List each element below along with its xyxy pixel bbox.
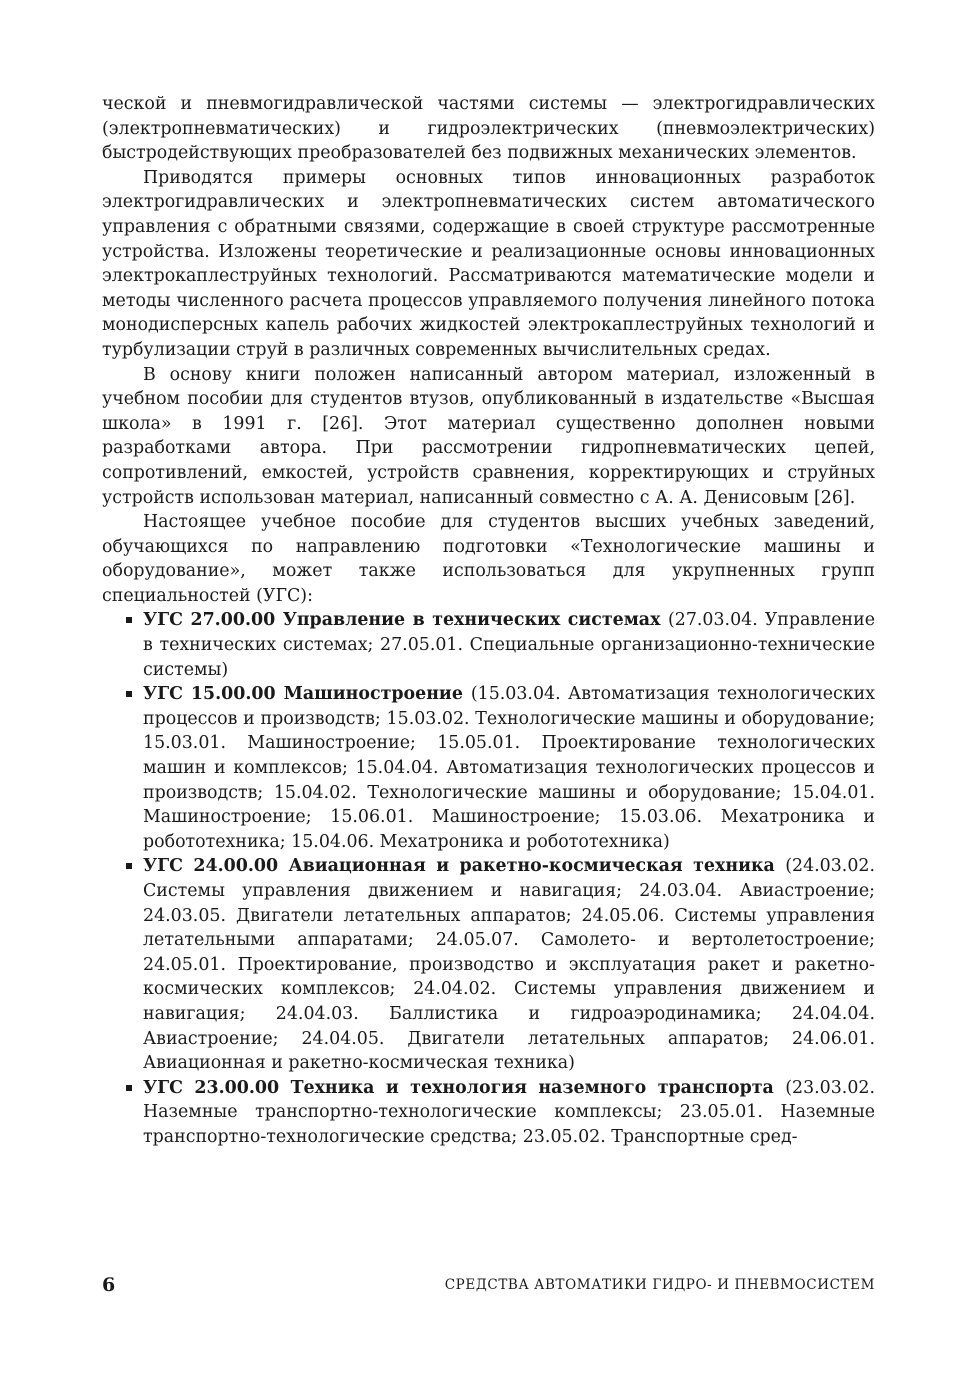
ugc-details: (27.03.04. Управление в технических системах; 27.05.01. Специальные организационно-технические системы) (143, 610, 875, 680)
ugc-title: УГС 23.00.00 Техника и технология наземного транспорта (143, 1077, 786, 1098)
list-item (102, 854, 875, 1075)
bullet-icon (126, 1085, 132, 1091)
ugc-details: (24.03.02. Системы управления движением и навигация; 24.03.04. Авиастроение; 24.03.05. Двигатели летательных аппаратов; 24.05.06. Системы управления летательными аппаратами; 24.05.07. Самолето- и вертолетостроение; 24.05.01. Проектирование, производство и эксплуатация ракет и ракетно-космических комплексов; 24.04.02. Системы управления движением и навигация; 24.04.03. Баллистика и гидроаэродинамика; 24.04.04. Авиастроение; 24.04.05. Двигатели летательных аппаратов; 24.06.01. Авиационная и ракетно-космическая техника) (143, 856, 875, 1074)
list-item (102, 608, 875, 682)
bullet-icon (126, 617, 132, 623)
running-title: СРЕДСТВА АВТОМАТИКИ ГИДРО- И ПНЕВМОСИСТЕМ (444, 1277, 875, 1293)
bullet-icon (126, 691, 132, 697)
list-item (102, 1076, 875, 1150)
ugc-title: УГС 15.00.00 Машиностроение (143, 684, 471, 705)
ugc-details: (23.03.02. Наземные транспортно-технологические комплексы; 23.05.01. Наземные транспортно-технологические средства; 23.05.02. Транспортные сред- (143, 1077, 875, 1147)
ugc-list (102, 608, 875, 1149)
page-footer (102, 1274, 875, 1300)
list-item (102, 682, 875, 854)
page-number: 6 (102, 1274, 116, 1296)
ugc-details: (15.03.04. Автоматизация технологических процессов и производств; 15.03.02. Технологические машины и оборудование; 15.03.01. Машиностроение; 15.05.01. Проектирование технологических машин и комплексов; 15.04.04. Автоматизация технологических процессов и производств; 15.04.02. Технологические машины и оборудование; 15.04.01. Машиностроение; 15.06.01. Машиностроение; 15.03.06. Мехатроника и робототехника; 15.04.06. Мехатроника и робототехника) (143, 684, 875, 852)
paragraph: Настоящее учебное пособие для студентов высших учебных заведений, обучающихся по направлению подготовки «Технологические машины и оборудование», может также использоваться для укрупненных групп специальностей (УГС): (102, 512, 875, 606)
paragraph: Приводятся примеры основных типов инновационных разработок электрогидравлических и электропневматических систем автоматического управления с обратными связями, содержащие в своей структуре рассмотренные устройства. Изложены теоретические и реализационные основы инновационных электрокаплеструйных технологий. Рассматриваются математические модели и методы численного расчета процессов управляемого получения линейного потока монодисперсных капель рабочих жидкостей электрокаплеструйных технологий и турбулизации струй в различных современных вычислительных средах. (102, 167, 875, 360)
paragraph: ческой и пневмогидравлической частями системы — электрогидравлических (электропневматических) и гидроэлектрических (пневмоэлектрических) быстродействующих преобразователей без подвижных механических элементов. (102, 94, 875, 164)
ugc-title: УГС 27.00.00 Управление в технических системах (143, 610, 668, 631)
bullet-icon (126, 863, 132, 869)
page-body (102, 92, 875, 1150)
paragraph: В основу книги положен написанный автором материал, изложенный в учебном пособии для студентов втузов, опубликованный в издательстве «Высшая школа» в 1991 г. [26]. Этот материал существенно дополнен новыми разработками автора. При рассмотрении гидропневматических цепей, сопротивлений, емкостей, устройств сравнения, корректирующих и струйных устройств использован материал, написанный совместно с А. А. Денисовым [26]. (102, 364, 875, 508)
ugc-title: УГС 24.00.00 Авиационная и ракетно-космическая техника (143, 856, 786, 877)
